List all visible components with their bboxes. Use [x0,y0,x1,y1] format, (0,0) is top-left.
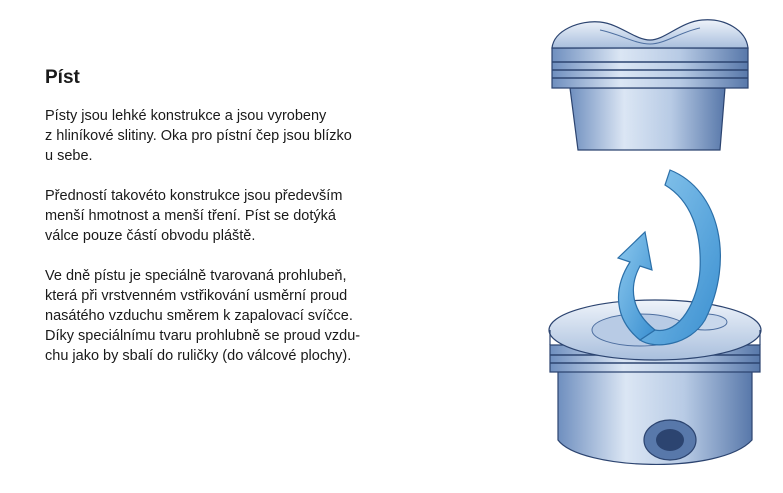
paragraph-line: Písty jsou lehké konstrukce a jsou vyrobeny [45,108,327,124]
paragraph-line: u sebe. [45,148,93,164]
piston-body [549,300,761,464]
piston-crown-cutaway [552,20,748,150]
article-title: Píst [45,67,80,88]
paragraph-line: která při vrstvenném vstřikování usměrní proud [45,288,348,304]
piston-illustration [520,0,783,493]
paragraph-line: menší hmotnost a menší tření. Píst se dotýká [45,208,336,224]
paragraph-line: Ve dně pístu je speciálně tvarovaná prohlubeň, [45,268,347,284]
paragraph-line: Díky speciálnímu tvaru prohlubně se proud vzdu- [45,328,361,344]
paragraph-line: chu jako by sbalí do ruličky (do válcové plochy). [45,348,352,364]
paragraph-line: válce pouze částí obvodu pláště. [45,228,256,244]
paragraph-line: nasátého vzduchu směrem k zapalovací svíčce. [45,308,353,324]
paragraph-2 [45,186,445,246]
paragraph-line: z hliníkové slitiny. Oka pro pístní čep jsou blízko [45,128,352,144]
article [45,66,445,386]
paragraph-line: Předností takovéto konstrukce jsou především [45,188,343,204]
paragraph-3 [45,266,445,366]
paragraph-1 [45,106,445,166]
